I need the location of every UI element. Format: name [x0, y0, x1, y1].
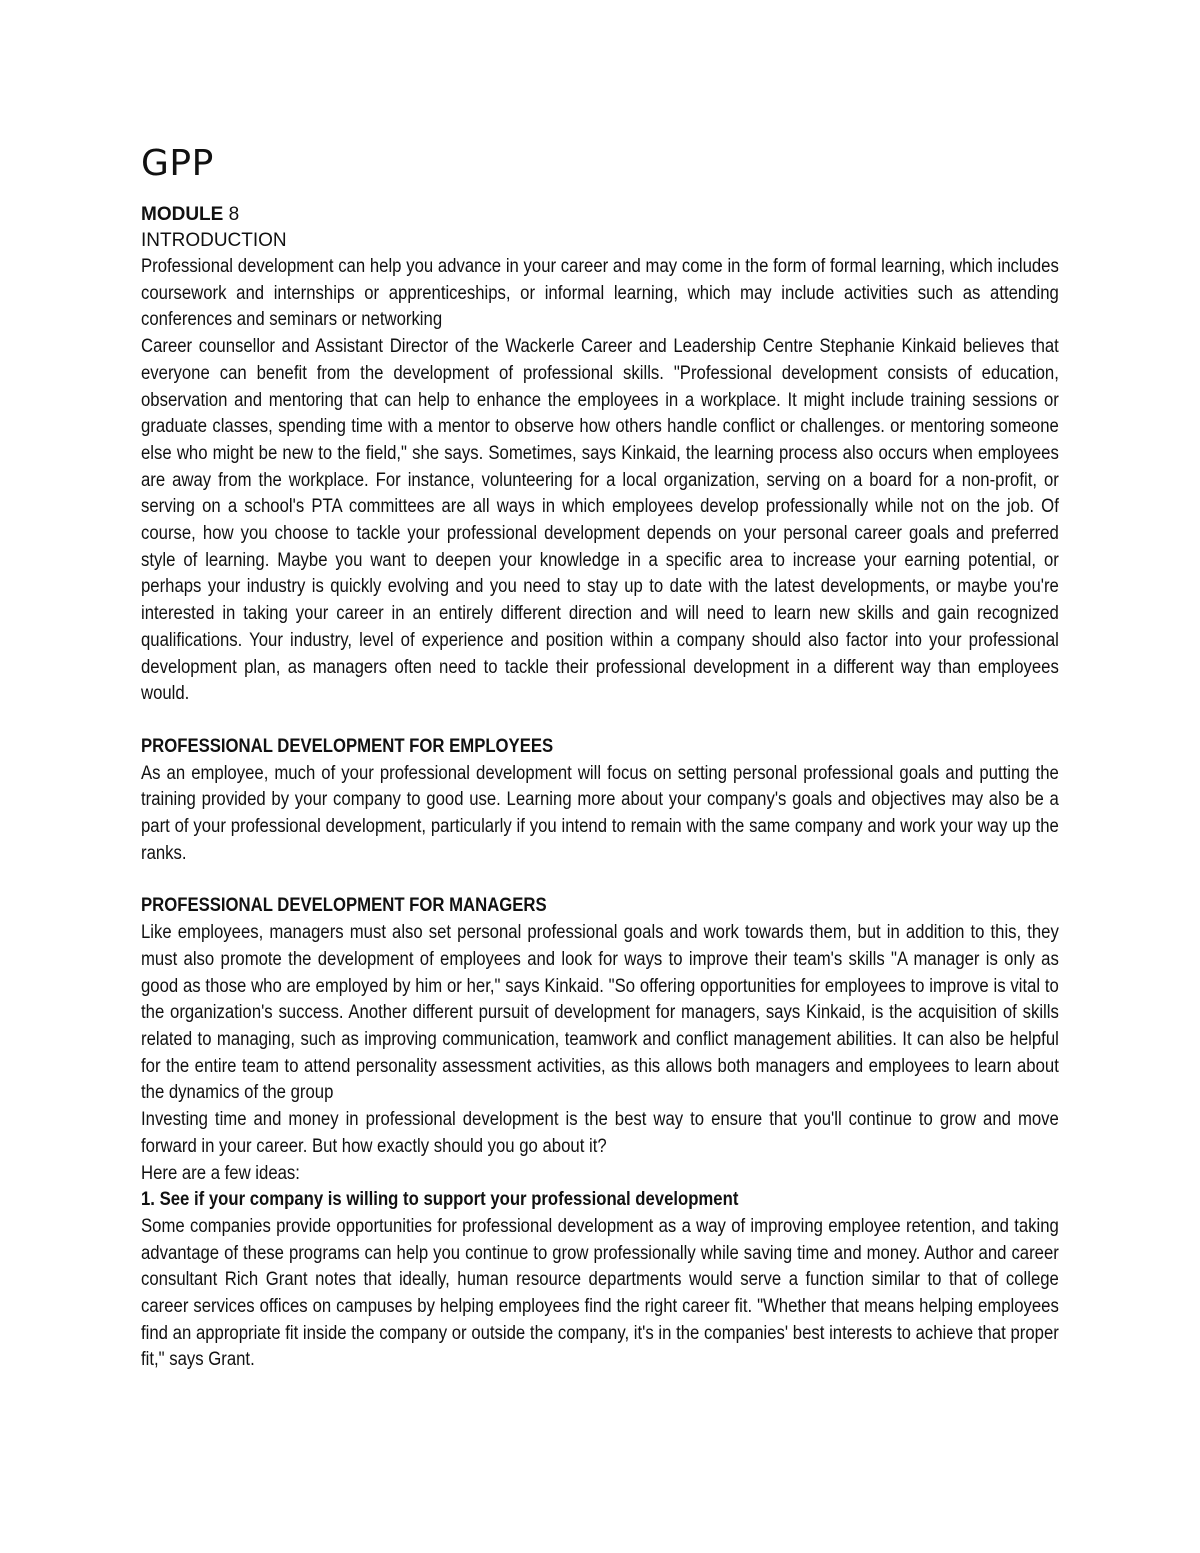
managers-paragraph-1: Like employees, managers must also set personal professional goals and work towards them, but in addition to this, they must also promote the development of employees and look for ways to improve their team's skills "A manager is only as good as those who are employed by him or her," says Kinkaid. "So offering opportunities for employees to improve is vital to the organization's success. Another different pursuit of development for managers, says Kinkaid, is the acquisition of skills related to managing, such as improving communication, teamwork and conflict management abilities. It can also be helpful for the entire team to attend personality assessment activities, as this allows both managers and employees to learn about the dynamics of the group	[141, 922, 1059, 1104]
idea-1-paragraph: Some companies provide opportunities for professional development as a way of improving employee retention, and taking advantage of these programs can help you continue to grow professionally while saving time and money. Author and career consultant Rich Grant notes that ideally, human resource departments would serve a function similar to that of college career services offices on campuses by helping employees find the right career fit. "Whether that means helping employees find an appropriate fit inside the company or outside the company, it's in the companies' best interests to achieve that proper fit," says Grant.	[141, 1215, 1059, 1371]
module-label	[141, 202, 1059, 228]
module-number: 8	[228, 204, 240, 225]
document-page	[141, 140, 1059, 1374]
managers-section-heading: PROFESSIONAL DEVELOPMENT FOR MANAGERS	[141, 895, 547, 917]
intro-paragraph-2: Career counsellor and Assistant Director of the Wackerle Career and Leadership Centre Stephanie Kinkaid believes that everyone can benefit from the development of professional skills. "Professional development consists of education, observation and mentoring that can help to enhance the employees in a workplace. It might include training sessions or graduate classes, spending time with a mentor to observe how others handle conflict or challenges. or mentoring someone else who might be new to the field," she says. Sometimes, says Kinkaid, the learning process also occurs when employees are away from the workplace. For instance, volunteering for a local organization, serving on a board for a non-profit, or serving on a school's PTA committees are all ways in which employees develop professionally while not on the job. Of course, how you choose to tackle your professional development depends on your personal career goals and preferred style of learning. Maybe you want to deepen your knowledge in a specific area to increase your earning potential, or perhaps your industry is quickly evolving and you need to stay up to date with the latest developments, or maybe you're interested in taking your career in an entirely different direction and will need to learn new skills and gain recognized qualifications. Your industry, level of experience and position within a company should also factor into your professional development plan, as managers often need to tackle their professional development in a different way than employees would.	[141, 336, 1059, 705]
employees-section-heading: PROFESSIONAL DEVELOPMENT FOR EMPLOYEES	[141, 735, 554, 757]
idea-1-heading: 1. See if your company is willing to support your professional development	[141, 1189, 739, 1211]
intro-paragraph-1: Professional development can help you advance in your career and may come in the form of formal learning, which includes coursework and internships or apprenticeships, or informal learning, which may include activities such as attending conferences and seminars or networking	[141, 256, 1059, 331]
spacer	[141, 708, 1059, 734]
spacer	[141, 867, 1059, 893]
module-word: MODULE	[141, 204, 224, 225]
managers-paragraph-2: Investing time and money in professional development is the best way to ensure that you'll continue to grow and move forward in your career. But how exactly should you go about it?	[141, 1109, 1059, 1157]
managers-paragraph-3: Here are a few ideas:	[141, 1162, 300, 1184]
document-title: GPP	[141, 143, 214, 184]
employees-paragraph: As an employee, much of your professional development will focus on setting personal professional goals and putting the training provided by your company to good use. Learning more about your company's goals and objectives may also be a part of your professional development, particularly if you intend to remain with the same company and work your way up the ranks.	[141, 762, 1059, 864]
introduction-label: INTRODUCTION	[141, 230, 287, 251]
